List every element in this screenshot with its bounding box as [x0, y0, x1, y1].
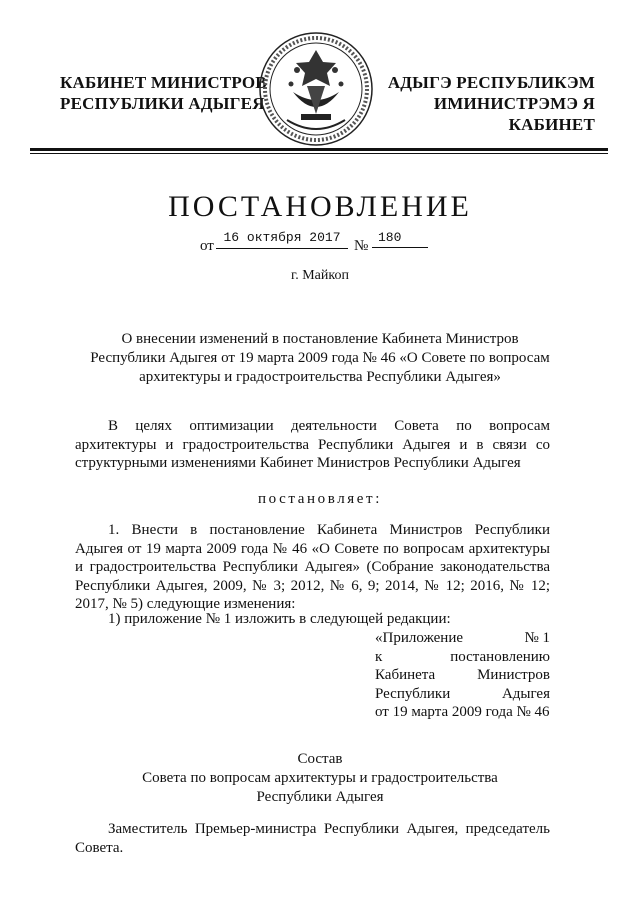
document-city: г. Майкоп [291, 268, 349, 283]
header-left-line-1: КАБИНЕТ МИНИСТРОВ [60, 73, 267, 92]
appendix-line-2a: к [375, 648, 383, 665]
subject-line-3: архитектуры и градостроительства Республики Адыгея» [139, 369, 501, 385]
deputy-paragraph: Заместитель Премьер-министра Республики Адыгея, председатель Совета. [75, 821, 550, 856]
header-divider-thick [30, 148, 608, 151]
composition-heading [100, 750, 540, 807]
appendix-line-4 [375, 685, 550, 704]
appendix-line-5: от 19 марта 2009 года № 46 [375, 704, 550, 720]
document-date: 16 октября 2017 [216, 230, 348, 249]
header-right-line-2: ИМИНИСТРЭМЭ Я КАБИНЕТ [433, 94, 595, 134]
resolves-heading: постановляет: [258, 491, 382, 507]
subject-line-2: Республики Адыгея от 19 марта 2009 года № 46 «О Совете по вопросам [90, 350, 550, 366]
header-left-line-2: РЕСПУБЛИКИ АДЫГЕЯ [60, 94, 265, 113]
appendix-line-3 [375, 666, 550, 685]
header-right-org [380, 72, 595, 135]
appendix-reference [375, 629, 550, 722]
preamble-paragraph: В целях оптимизации деятельности Совета по вопросам архитектуры и градостроительства Республики Адыгея и в связи со структурными изменениями Кабинет Министров Республики Адыгея [75, 418, 550, 471]
item-1-paragraph: 1. Внести в постановление Кабинета Министров Республики Адыгея от 19 марта 2009 года № 46 «О Совете по вопросам архитектуры и градостроительства Республики Адыгея» (Собрание законодательства Республики Адыгея, 2009, № 3; 2012, № 6, 9; 2014, № 12; 2016, № 12; 2017, № 5) следующие изменения: [75, 522, 550, 612]
item-1-1-paragraph: 1) приложение № 1 изложить в следующей редакции: [108, 611, 451, 627]
appendix-line-3a: Кабинета [375, 667, 436, 683]
date-prefix: от [200, 238, 214, 254]
adygea-coat-of-arms-icon [257, 30, 375, 148]
date-number-line [200, 230, 440, 256]
document-number: 180 [372, 230, 428, 248]
appendix-line-2b: постановлению [450, 648, 550, 665]
appendix-line-1b: № 1 [524, 630, 550, 646]
header-left-org [60, 72, 267, 114]
appendix-line-4a: Республики [375, 685, 451, 702]
composition-line-2: Совета по вопросам архитектуры и градостроительства [142, 770, 498, 786]
appendix-line-4b: Адыгея [501, 685, 550, 702]
header-divider-thin [30, 153, 608, 154]
subject-line-1: О внесении изменений в постановление Кабинета Министров [121, 331, 519, 347]
appendix-line-2 [375, 648, 550, 667]
composition-line-1: Состав [297, 751, 343, 767]
header-right-line-1: АДЫГЭ РЕСПУБЛИКЭМ [387, 73, 595, 92]
appendix-line-1 [375, 629, 550, 648]
number-sign: № [354, 238, 369, 254]
document-subject [70, 330, 570, 387]
appendix-line-3b: Министров [477, 667, 550, 683]
appendix-line-1a: «Приложение [375, 630, 464, 646]
composition-line-3: Республики Адыгея [256, 789, 384, 805]
document-title: ПОСТАНОВЛЕНИЕ [168, 190, 472, 223]
